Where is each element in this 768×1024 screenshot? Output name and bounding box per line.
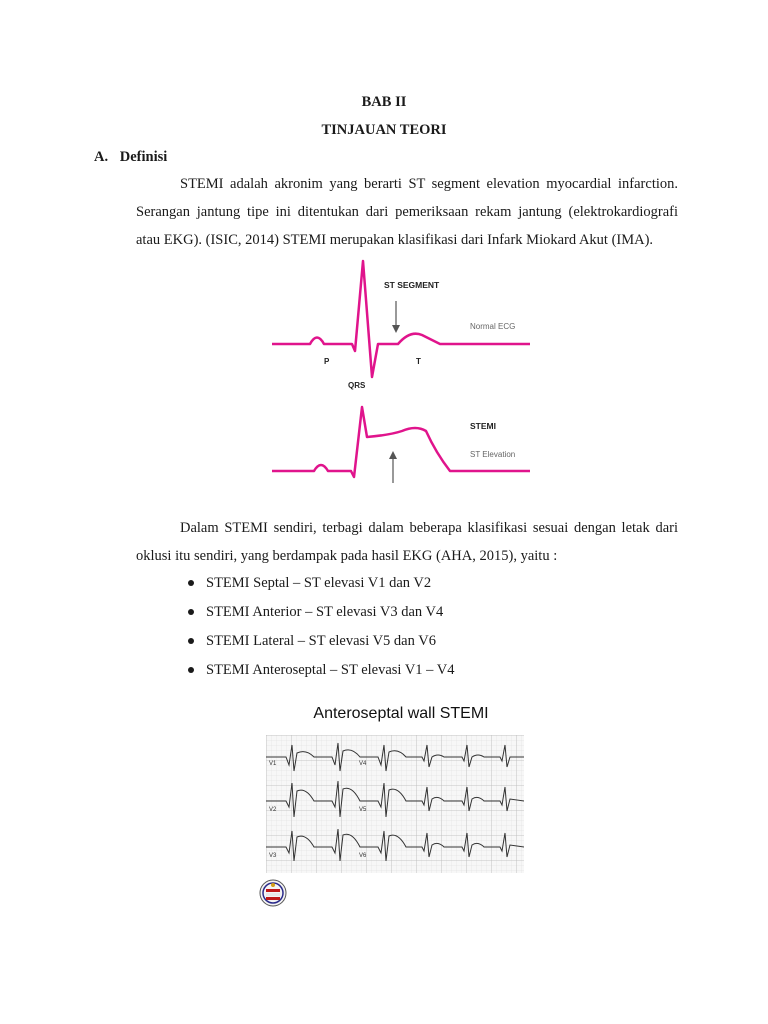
qrs-label: QRS xyxy=(348,381,366,390)
st-segment-label: ST SEGMENT xyxy=(384,280,440,290)
lead-label: V2 xyxy=(269,807,277,813)
st-elevation-label: ST Elevation xyxy=(470,450,516,459)
bullet-icon xyxy=(188,580,194,586)
list-item xyxy=(160,572,455,601)
list-item xyxy=(160,659,455,688)
list-item-text: STEMI Anteroseptal – ST elevasi V1 – V4 xyxy=(206,662,455,678)
bullet-icon xyxy=(188,609,194,615)
lead-label: V5 xyxy=(359,807,367,813)
section-label: A. xyxy=(94,149,109,165)
normal-ecg-trace xyxy=(272,261,530,377)
list-item-text: STEMI Septal – ST elevasi V1 dan V2 xyxy=(206,575,432,591)
list-item xyxy=(160,630,455,659)
ecg-comparison-figure xyxy=(268,255,536,517)
paragraph-definition xyxy=(136,170,678,254)
ekg-grid xyxy=(266,735,524,873)
stemi-classification-list xyxy=(160,572,455,688)
list-item-text: STEMI Anterior – ST elevasi V3 dan V4 xyxy=(206,604,444,620)
paragraph-line: Serangan jantung tipe ini ditentukan dari pemeriksaan rekam jantung (elektrokardiografi xyxy=(136,204,678,220)
institution-seal-logo xyxy=(258,876,288,910)
p-wave-label: P xyxy=(324,357,330,366)
lead-label: V6 xyxy=(359,853,367,859)
chapter-heading: BAB II xyxy=(361,94,407,110)
paragraph-classification xyxy=(136,514,678,570)
bullet-icon xyxy=(188,667,194,673)
chapter-title: TINJAUAN TEORI xyxy=(321,122,447,138)
paragraph-line: atau EKG). (ISIC, 2014) STEMI merupakan klasifikasi dari Infark Miokard Akut (IMA). xyxy=(136,232,654,248)
stemi-ecg-trace xyxy=(272,407,530,477)
section-title: Definisi xyxy=(119,149,168,165)
stemi-label: STEMI xyxy=(470,421,496,431)
list-item-text: STEMI Lateral – ST elevasi V5 dan V6 xyxy=(206,633,436,649)
paragraph-line: STEMI adalah akronim yang berarti ST segment elevation myocardial infarction. xyxy=(180,176,678,192)
t-wave-label: T xyxy=(416,357,421,366)
bullet-icon xyxy=(188,638,194,644)
paragraph-line: oklusi itu sendiri, yang berdampak pada hasil EKG (AHA, 2015), yaitu : xyxy=(136,548,558,564)
paragraph-line: Dalam STEMI sendiri, terbagi dalam beberapa klasifikasi sesuai dengan letak dari xyxy=(180,520,678,536)
ekg-figure-title: Anteroseptal wall STEMI xyxy=(313,705,489,722)
lead-label: V1 xyxy=(269,761,277,767)
lead-label: V4 xyxy=(359,761,367,767)
lead-label: V3 xyxy=(269,853,277,859)
list-item xyxy=(160,601,455,630)
section-heading xyxy=(94,149,167,166)
anteroseptal-ekg-strip xyxy=(266,735,524,873)
normal-ecg-label: Normal ECG xyxy=(470,322,516,331)
